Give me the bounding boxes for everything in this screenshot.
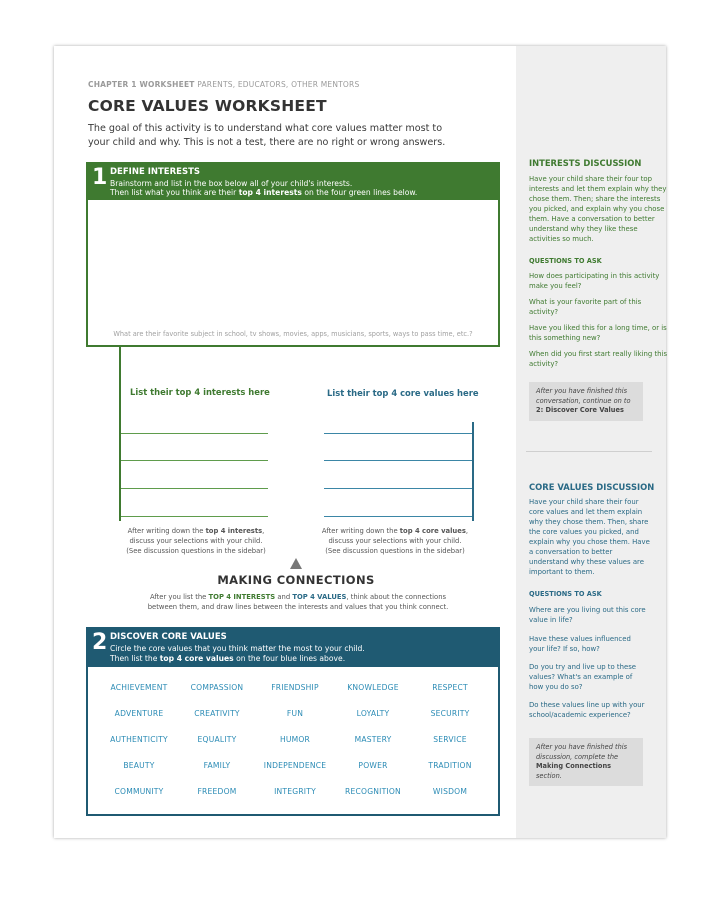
question-item: When did you first start really liking this activity? [529,350,668,368]
value-option[interactable]: COMPASSION [190,683,244,692]
interests-discussion-body: Have your child share their four top interests and let them explain why they chose them. Then; share the interests you picked, and explain why you chose them. Have a conversation to better understand why they like these activities so much. [529,175,667,243]
core-values-discussion-body: Have your child share their four core values and let them explain why they chose them. Then, share the core values you picked, and explain why you chose them. Have a conversation to better understand why these values are important to them. [529,498,650,576]
question-item: Have these values influenced your life? If so, how? [529,635,631,653]
interest-line-3[interactable] [121,488,268,489]
value-option[interactable]: CREATIVITY [194,709,240,718]
interest-line-1[interactable] [121,433,268,434]
value-option[interactable]: TRADITION [428,761,472,770]
value-option[interactable]: ADVENTURE [114,709,164,718]
value-option[interactable]: POWER [358,761,388,770]
values-connector-line [472,422,474,521]
question-item: Do you try and live up to these values? What's an example of how you do so? [529,663,637,691]
making-connections-title: MAKING CONNECTIONS [217,573,375,587]
value-line-4[interactable] [324,516,472,517]
interests-discussion-heading: INTERESTS DISCUSSION [529,158,642,168]
discover-core-values-header [86,627,500,667]
value-option[interactable]: SECURITY [430,709,470,718]
section-instruction: Then list the top 4 core values on the four blue lines above. [110,654,346,663]
value-option[interactable]: MASTERY [354,735,392,744]
interest-line-4[interactable] [121,516,268,517]
value-line-2[interactable] [324,460,472,461]
arrow-up-icon [290,558,302,569]
value-option[interactable]: COMMUNITY [114,787,164,796]
values-after-note: After writing down the top 4 core values, discuss your selections with your child. (See discussion questions in the sidebar) [321,527,469,555]
value-line-1[interactable] [324,433,472,434]
value-option[interactable]: KNOWLEDGE [347,683,399,692]
section-title: DISCOVER CORE VALUES [110,632,227,642]
section-instruction: Brainstorm and list in the box below all of your child's interests. [110,179,353,188]
worksheet-page [54,46,666,838]
making-connections-text: After you list the TOP 4 INTERESTS and TOP 4 VALUES, think about the connections between them, and draw lines between the interests and values that you think connect. [147,593,449,611]
interests-connector-line [119,347,121,521]
value-option[interactable]: HUMOR [279,735,311,744]
value-line-3[interactable] [324,488,472,489]
section-instruction: Then list what you think are their top 4 interests on the four green lines below. [110,188,418,197]
value-option[interactable]: ACHIEVEMENT [110,683,168,692]
brainstorm-box[interactable] [86,200,500,347]
question-item: How does participating in this activity make you feel? [529,272,660,290]
questions-heading: QUESTIONS TO ASK [529,257,602,265]
value-option[interactable]: BEAUTY [123,761,155,770]
value-option[interactable]: AUTHENTICITY [110,735,168,744]
value-option[interactable]: FAMILY [203,761,231,770]
section-number: 2 [92,630,108,655]
values-column-heading: List their top 4 core values here [327,388,479,398]
continue-note: After you have finished this conversation, continue on to 2: Discover Core Values [529,382,643,421]
value-option[interactable]: RECOGNITION [345,787,401,796]
interests-after-note: After writing down the top 4 interests, discuss your selections with your child. (See discussion questions in the sidebar) [126,527,266,555]
chapter-eyebrow: CHAPTER 1 WORKSHEET PARENTS, EDUCATORS, OTHER MENTORS [88,80,360,89]
define-interests-header [86,162,500,200]
value-option[interactable]: WISDOM [432,787,468,796]
section-title: DEFINE INTERESTS [110,167,200,177]
core-values-grid [86,667,500,816]
value-option[interactable]: FRIENDSHIP [271,683,319,692]
complete-note: After you have finished this discussion, complete the Making Connections section. [529,738,643,786]
question-item: Where are you living out this core value in life? [529,606,646,624]
value-option[interactable]: EQUALITY [197,735,237,744]
interest-line-2[interactable] [121,460,268,461]
question-item: Do these values line up with your school/academic experience? [529,701,645,719]
section-instruction: Circle the core values that you think matter the most to your child. [110,644,365,653]
intro-text: The goal of this activity is to understand what core values matter most to your child and why. This is not a test, there are no right or wrong answers. [88,123,446,148]
core-values-discussion-heading: CORE VALUES DISCUSSION [529,482,655,492]
value-option[interactable]: SERVICE [433,735,467,744]
question-item: What is your favorite part of this activity? [529,298,642,316]
value-option[interactable]: INTEGRITY [274,787,316,796]
value-option[interactable]: FREEDOM [197,787,237,796]
value-option[interactable]: FUN [286,709,304,718]
section-number: 1 [92,165,108,190]
page-title: CORE VALUES WORKSHEET [88,97,327,115]
sidebar-divider [526,451,652,452]
value-option[interactable]: LOYALTY [356,709,390,718]
value-option[interactable]: INDEPENDENCE [263,761,327,770]
brainstorm-hint: What are their favorite subject in school, tv shows, movies, apps, musicians, sports, ways to pass time, etc.? [113,330,473,338]
questions-heading: QUESTIONS TO ASK [529,590,602,598]
value-option[interactable]: RESPECT [432,683,468,692]
question-item: Have you liked this for a long time, or is this something new? [529,324,667,342]
interests-column-heading: List their top 4 interests here [130,387,270,397]
